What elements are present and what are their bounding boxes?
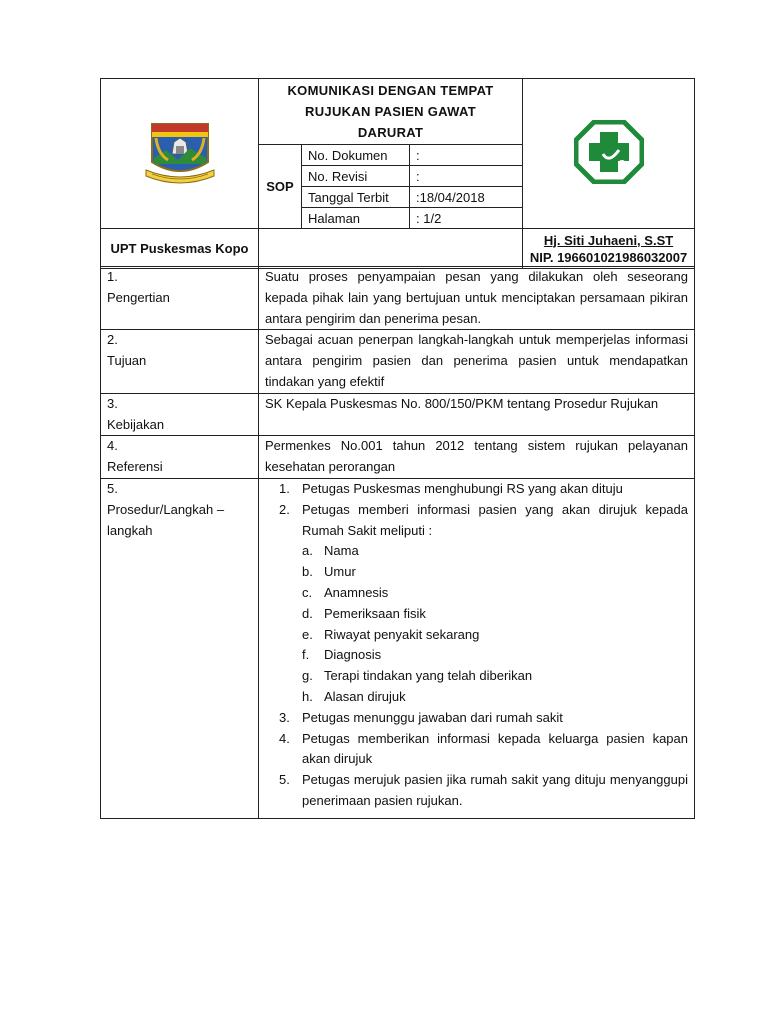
title-line: DARURAT bbox=[357, 125, 424, 140]
sub-item: a. Nama bbox=[302, 543, 359, 559]
sub-item: c. Anamnesis bbox=[302, 584, 389, 600]
regency-emblem-icon bbox=[142, 120, 218, 184]
step-item: 4. Petugas memberikan informasi kepada keluarga pasien kapan akan dirujuk bbox=[279, 730, 688, 767]
section-label: 1.Pengertian bbox=[101, 267, 259, 330]
puskesmas-logo-cell bbox=[523, 79, 695, 229]
meta-value: : 1/2 bbox=[410, 208, 523, 229]
sub-item: d. Pemeriksaan fisik bbox=[302, 605, 426, 621]
meta-label: No. Dokumen bbox=[302, 145, 410, 166]
unit-name: UPT Puskesmas Kopo bbox=[101, 229, 259, 269]
title-line: KOMUNIKASI DENGAN TEMPAT bbox=[287, 83, 494, 98]
sub-item: b. Umur bbox=[302, 564, 356, 580]
meta-label: Tanggal Terbit bbox=[302, 187, 410, 208]
signatory-name: Hj. Siti Juhaeni, S.ST bbox=[543, 232, 674, 248]
document-title bbox=[259, 79, 523, 145]
meta-value: :18/04/2018 bbox=[410, 187, 523, 208]
section-text: SK Kepala Puskesmas No. 800/150/PKM tentang Prosedur Rujukan bbox=[259, 393, 695, 436]
section-label: 2.Tujuan bbox=[101, 330, 259, 393]
content-table bbox=[100, 266, 695, 819]
meta-label: No. Revisi bbox=[302, 166, 410, 187]
title-line: RUJUKAN PASIEN GAWAT bbox=[305, 104, 476, 119]
procedure-steps bbox=[259, 478, 695, 818]
section-text: Sebagai acuan penerpan langkah-langkah untuk memperjelas informasi antara pengirim pasien dan penerima pasien untuk mendapatkan tindakan yang efektif bbox=[259, 330, 695, 393]
meta-value: : bbox=[410, 145, 523, 166]
sub-item: h. Alasan dirujuk bbox=[302, 688, 406, 704]
signatory-nip: NIP. 196601021986032007 bbox=[529, 249, 688, 265]
sub-item: g. Terapi tindakan yang telah diberikan bbox=[302, 668, 533, 684]
section-label: 5.Prosedur/Langkah – langkah bbox=[101, 478, 259, 818]
section-text: Permenkes No.001 tahun 2012 tentang sistem rujukan pelayanan kesehatan perorangan bbox=[259, 436, 695, 479]
section-label: 4.Referensi bbox=[101, 436, 259, 479]
step-item: 1. Petugas Puskesmas menghubungi RS yang akan dituju bbox=[279, 480, 623, 496]
step-item: 2. Petugas memberi informasi pasien yang akan dirujuk kepada Rumah Sakit meliputi : bbox=[279, 501, 688, 538]
sop-label: SOP bbox=[259, 145, 302, 229]
section-label: 3.Kebijakan bbox=[101, 393, 259, 436]
signatory-block bbox=[523, 229, 695, 269]
step-item: 3. Petugas menunggu jawaban dari rumah sakit bbox=[279, 709, 563, 725]
empty-cell bbox=[259, 229, 523, 269]
sub-item: e. Riwayat penyakit sekarang bbox=[302, 626, 480, 642]
regency-logo-cell bbox=[101, 79, 259, 229]
puskesmas-logo-icon bbox=[574, 120, 644, 184]
section-text: Suatu proses penyampaian pesan yang dilakukan oleh seseorang kepada pihak lain yang bertujuan untuk menciptakan persamaan pikiran antara pengirim dan penerima pesan. bbox=[259, 267, 695, 330]
meta-label: Halaman bbox=[302, 208, 410, 229]
meta-value: : bbox=[410, 166, 523, 187]
sub-item: f. Diagnosis bbox=[302, 647, 382, 663]
step-item: 5. Petugas merujuk pasien jika rumah sakit yang dituju menyanggupi penerimaan pasien rujukan. bbox=[279, 772, 688, 808]
header-table bbox=[100, 78, 695, 269]
